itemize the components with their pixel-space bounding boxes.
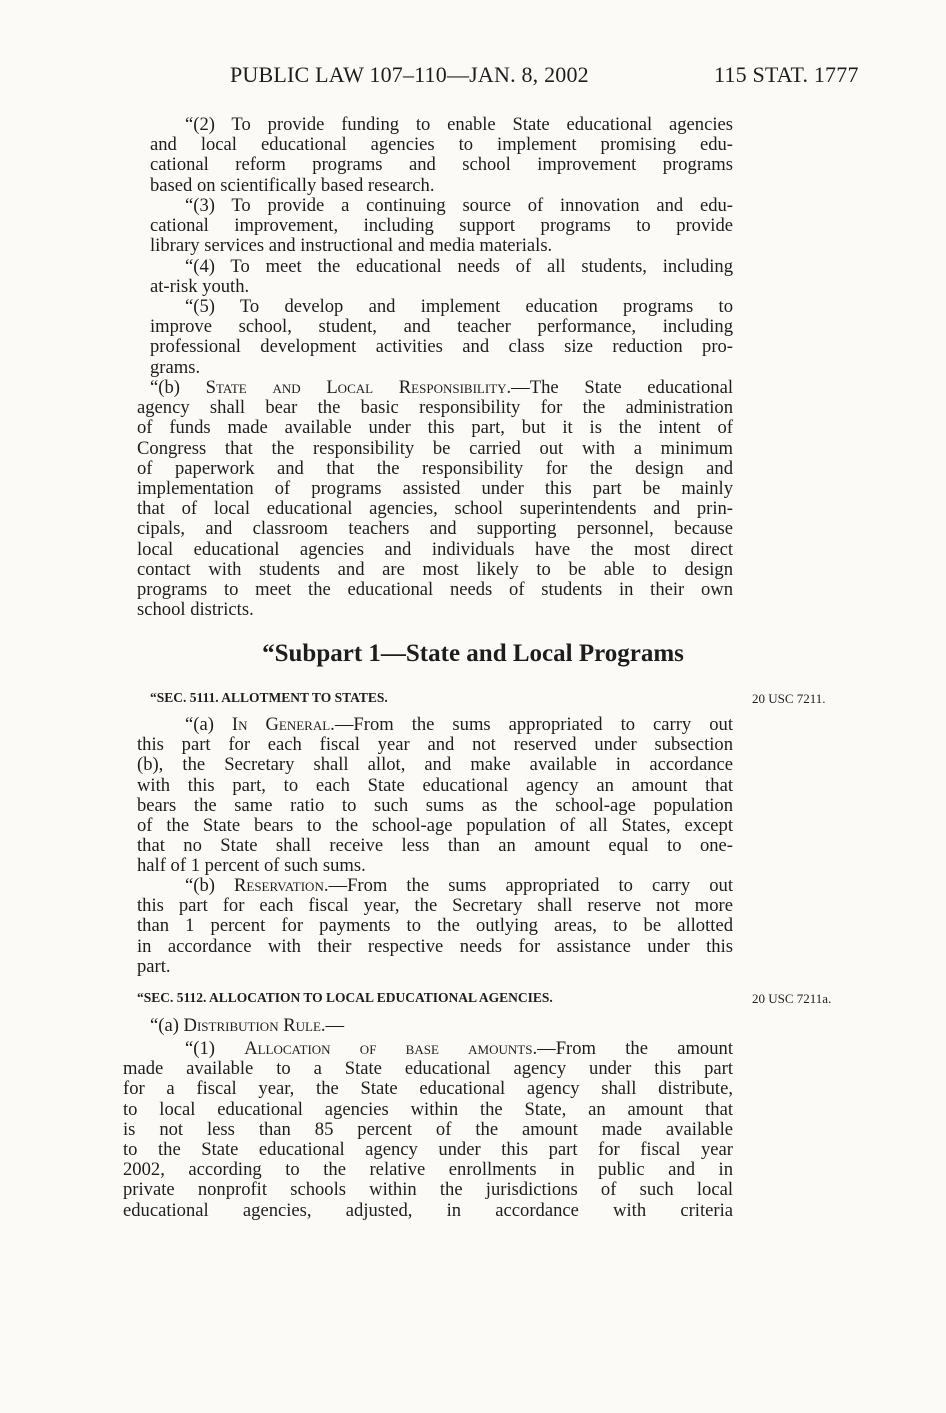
- paragraph: [137, 378, 733, 620]
- margin-citation: 20 USC 7211a.: [752, 991, 832, 1006]
- line-text: .—From the sums appropriated to carry out: [330, 714, 733, 735]
- text-line: [137, 937, 733, 957]
- line-text: that no State shall receive less than an amount equal to one-: [137, 835, 733, 857]
- running-header-title: PUBLIC LAW 107–110—JAN. 8, 2002: [230, 62, 589, 87]
- line-text: of the State bears to the school-age population of all States, except: [137, 814, 733, 836]
- paragraph: [137, 1016, 733, 1036]
- line-text: improve school, student, and teacher performance, including: [150, 316, 733, 338]
- text-line: [185, 715, 733, 735]
- paragraph: [150, 196, 733, 257]
- line-text: Congress that the responsibility be carried out with a minimum: [137, 437, 733, 459]
- text-line: [150, 236, 733, 256]
- line-text: private nonprofit schools within the jurisdictions of such local: [123, 1179, 733, 1201]
- line-text: .—: [320, 1015, 345, 1036]
- line-text: of funds made available under this part, but it is the intent of: [137, 417, 733, 439]
- text-line: [137, 459, 733, 479]
- text-line: [137, 519, 733, 539]
- section-heading: “SEC. 5111. ALLOTMENT TO STATES.: [150, 690, 388, 705]
- paragraph-heading: Allocation of base amounts: [244, 1038, 533, 1059]
- text-line: [123, 1079, 733, 1099]
- paragraph: [150, 257, 733, 297]
- paragraph: [137, 876, 733, 977]
- paragraph-number: “(5) To develop and implement education programs to: [185, 296, 733, 317]
- line-text: of paperwork and that the responsibility for the design and: [137, 457, 733, 479]
- paragraph-number: “(4) To meet the educational needs of all students, including: [185, 256, 733, 277]
- text-line: [137, 916, 733, 936]
- text-line: [137, 499, 733, 519]
- line-text: is not less than 85 percent of the amount made available: [123, 1118, 733, 1140]
- text-line: [150, 176, 733, 196]
- text-line: [137, 796, 733, 816]
- line-text: cational reform programs and school improvement programs: [150, 154, 733, 176]
- paragraph-heading: Reservation: [233, 875, 324, 896]
- line-text: .—From the sums appropriated to carry out: [323, 875, 733, 896]
- text-line: [137, 398, 733, 418]
- text-line: [150, 317, 733, 337]
- text-line: [185, 297, 733, 317]
- paragraph: [137, 715, 733, 877]
- line-text: professional development activities and class size reduction pro-: [150, 336, 733, 358]
- line-text: grams.: [150, 356, 201, 378]
- line-text: for a fiscal year, the State educational agency shall distribute,: [123, 1078, 733, 1100]
- subpart-heading: “Subpart 1—State and Local Programs: [262, 640, 684, 667]
- text-line: [150, 135, 733, 155]
- line-text: this part for each fiscal year and not reserved under subsection: [137, 734, 733, 756]
- text-line: [185, 115, 733, 135]
- line-text: implementation of programs assisted under this part be mainly: [137, 477, 733, 499]
- paragraph: [150, 297, 733, 378]
- text-line: [123, 1120, 733, 1140]
- paragraph: [150, 115, 733, 196]
- paragraph-heading: State and Local Responsibility: [205, 377, 507, 398]
- text-line: [150, 358, 733, 378]
- text-line: [137, 560, 733, 580]
- text-line: [150, 1016, 733, 1036]
- line-text: based on scientifically based research.: [150, 174, 435, 196]
- text-line: [185, 196, 733, 216]
- paragraph-number: “(3) To provide a continuing source of innovation and edu-: [185, 195, 733, 216]
- text-line: [137, 439, 733, 459]
- text-line: [150, 155, 733, 175]
- text-line: [123, 1180, 733, 1200]
- line-text: agency shall bear the basic responsibility for the administration: [137, 397, 733, 419]
- section-heading: “SEC. 5112. ALLOCATION TO LOCAL EDUCATIONAL AGENCIES.: [137, 990, 553, 1005]
- paragraph-heading: In General: [231, 714, 331, 735]
- line-text: cipals, and classroom teachers and supporting personnel, because: [137, 518, 733, 540]
- text-line: [137, 957, 733, 977]
- text-line: [137, 479, 733, 499]
- text-line: [150, 337, 733, 357]
- line-text: educational agencies, adjusted, in accordance with criteria: [123, 1199, 733, 1221]
- text-line: [137, 418, 733, 438]
- line-text: to the State educational agency under this part for fiscal year: [123, 1138, 733, 1160]
- line-text: (b), the Secretary shall allot, and make available in accordance: [137, 754, 733, 776]
- text-line: [137, 856, 733, 876]
- line-text: programs to meet the educational needs of students in their own: [137, 578, 733, 600]
- line-text: made available to a State educational agency under this part: [123, 1058, 733, 1080]
- line-text: contact with students and are most likely to be able to design: [137, 558, 733, 580]
- text-line: [185, 876, 733, 896]
- text-line: [150, 378, 733, 398]
- paragraph-number: “(2) To provide funding to enable State educational agencies: [185, 114, 733, 135]
- line-text: cational improvement, including support programs to provide: [150, 215, 733, 237]
- line-text: that of local educational agencies, school superintendents and prin-: [137, 498, 733, 520]
- line-text: with this part, to each State educational agency an amount that: [137, 774, 733, 796]
- text-line: [137, 776, 733, 796]
- paragraph-heading: Distribution Rule: [183, 1015, 321, 1036]
- margin-citation: 20 USC 7211.: [752, 691, 826, 706]
- text-line: [123, 1140, 733, 1160]
- text-line: [123, 1059, 733, 1079]
- text-line: [137, 755, 733, 775]
- text-line: [137, 540, 733, 560]
- line-text: part.: [137, 955, 171, 977]
- page-number: 115 STAT. 1777: [714, 62, 859, 87]
- line-text: half of 1 percent of such sums.: [137, 855, 366, 877]
- text-line: [137, 580, 733, 600]
- text-line: [137, 816, 733, 836]
- paragraph-number: “(a): [150, 1015, 184, 1036]
- line-text: in accordance with their respective needs for assistance under this: [137, 935, 733, 957]
- line-text: bears the same ratio to such sums as the school-age population: [137, 794, 733, 816]
- line-text: than 1 percent for payments to the outlying areas, to be allotted: [137, 915, 733, 937]
- line-text: .—From the amount: [532, 1038, 733, 1059]
- text-line: [137, 836, 733, 856]
- line-text: 2002, according to the relative enrollments in public and in: [123, 1159, 733, 1181]
- paragraph: [123, 1039, 733, 1221]
- text-line: [137, 600, 733, 620]
- text-line: [150, 216, 733, 236]
- line-text: at-risk youth.: [150, 276, 250, 298]
- text-line: [123, 1100, 733, 1120]
- line-text: local educational agencies and individuals have the most direct: [137, 538, 733, 560]
- line-text: to local educational agencies within the State, an amount that: [123, 1098, 733, 1120]
- paragraph-number: “(a): [185, 714, 232, 735]
- text-line: [123, 1160, 733, 1180]
- text-line: [185, 1039, 733, 1059]
- paragraph-number: “(b): [150, 377, 206, 398]
- paragraph-number: “(b): [185, 875, 234, 896]
- text-line: [150, 277, 733, 297]
- line-text: and local educational agencies to implement promising edu-: [150, 134, 733, 156]
- line-text: library services and instructional and media materials.: [150, 235, 553, 257]
- text-line: [137, 896, 733, 916]
- line-text: this part for each fiscal year, the Secretary shall reserve not more: [137, 895, 733, 917]
- text-line: [185, 257, 733, 277]
- line-text: .—The State educational: [506, 377, 733, 398]
- text-line: [137, 735, 733, 755]
- text-line: [123, 1201, 733, 1221]
- paragraph-number: “(1): [185, 1038, 245, 1059]
- line-text: school districts.: [137, 599, 254, 621]
